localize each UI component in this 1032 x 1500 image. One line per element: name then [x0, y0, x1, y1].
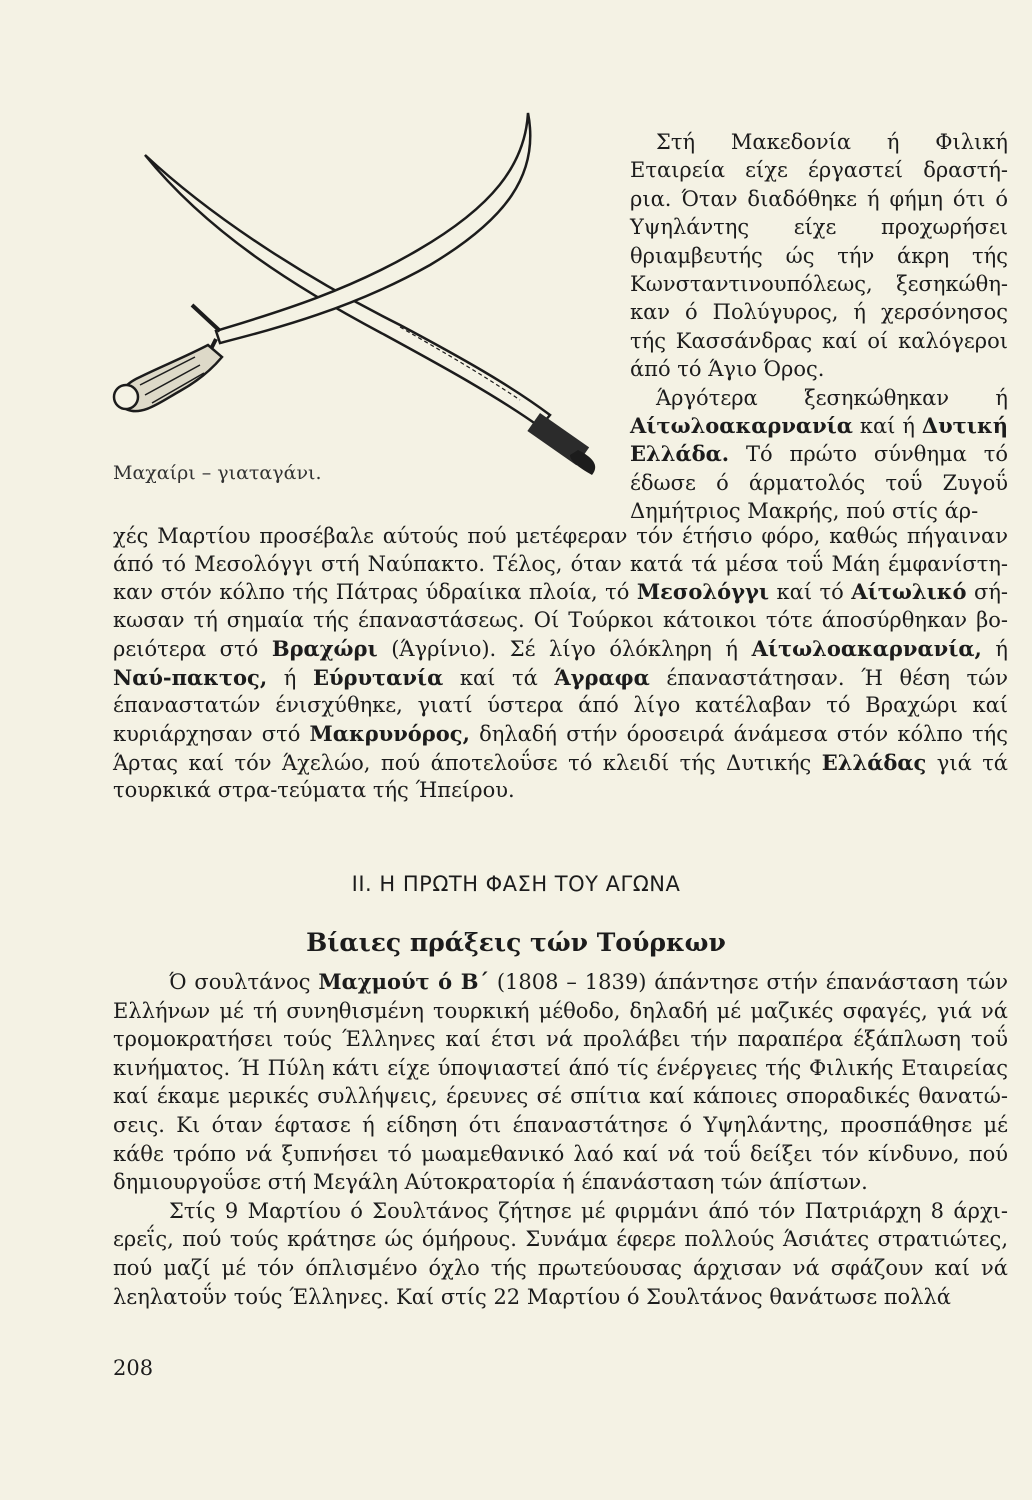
page-number: 208 [113, 1356, 154, 1380]
body-paragraph: χές Μαρτίου προσέβαλε αύτούς πού μετέφεραν τόν έτήσιο φόρο, καθώς πήγαιναν άπό τό Μεσολόγγι στή Ναύπακτο. Τέλος, όταν κατά τά μέσα τοΰ Μάη έμφανίστη-καν στόν κόλπο τής Πάτρας ύδραίικα πλοία, τό Μεσολόγγι καί τό Αίτωλικό σή-κωσαν τή σημαία τής έπαναστάσεως. Οί Τούρκοι κάτοικοι τότε άποσύρθηκαν βο-ρειότερα στό Βραχώρι (Άγρίνιο). Σέ λίγο όλόκληρη ή Αίτωλοακαρνανία, ή Ναύ-πακτος, ή Εύρυτανία καί τά Άγραφα έπαναστάτησαν. Ή θέση τών έπαναστατών ένισχύθηκε, γιατί ύστερα άπό λίγο κατέλαβαν τό Βραχώρι καί κυριάρχησαν στό Μακρυνόρος, δηλαδή στήν όροσειρά άνάμεσα στόν κόλπο τής Άρτας καί τόν Άχελώο, πού άποτελοΰσε τό κλειδί τής Δυτικής Ελλάδας γιά τά τουρκικά στρα-τεύματα τής Ήπείρου. [113, 524, 1008, 803]
side-text-column [630, 128, 1008, 526]
body-text [113, 523, 1008, 805]
section-body [113, 968, 1008, 1311]
side-paragraph: Στή Μακεδονία ή Φιλική Εταιρεία είχε έργαστεί δραστή-ρια. Όταν διαδόθηκε ή φήμη ότι ό Υψηλάντης είχε προχωρήσει θριαμβευτής ώς τήν άκρη τής Κωνσταντινουπόλεως, ξεσηκώθη-καν ό Πολύγυρος, ή χερσόνησος τής Κασσάνδρας καί οί καλόγεροι άπό τό Άγιο Όρος. [630, 130, 1008, 382]
section-paragraph: Στίς 9 Μαρτίου ό Σουλτάνος ζήτησε μέ φιρμάνι άπό τόν Πατριάρχη 8 άρχι-ερεΐς, πού τούς κράτησε ώς όμήρους. Συνάμα έφερε πολλούς Άσιάτες στρατιώτες, πού μαζί μέ τόν όπλισμένο όχλο τής πρωτεύουσας άρχισαν νά σφάζουν καί νά λεηλατοΰν τούς Έλληνες. Καί στίς 22 Μαρτίου ό Σουλτάνος θανάτωσε πολλά [113, 1198, 1008, 1309]
section-heading: II. Η ΠΡΩΤΗ ΦΑΣΗ ΤΟΥ ΑΓΩΝΑ [351, 872, 681, 896]
section-subheading: Βίαιες πράξεις τών Τούρκων [306, 928, 726, 957]
yatagan-knife-illustration [100, 95, 610, 495]
figure-caption: Μαχαίρι – γιαταγάνι. [113, 462, 322, 484]
section-paragraph: Ό σουλτάνος Μαχμούτ ό Β΄ (1808 – 1839) άπάντησε στήν έπανάσταση τών Ελλήνων μέ τή συνηθισμένη τουρκική μέθοδο, δηλαδή μέ μαζικές σφαγές, γιά νά τρομοκρατήσει τούς Έλληνες καί έτσι νά προλάβει τήν παραπέρα έξάπλωση τοΰ κινήματος. Ή Πύλη κάτι είχε ύποψιαστεί άπό τίς ένέργειες τής Φιλικής Εταιρείας καί έκαμε μερικές συλλήψεις, έρευνες σέ σπίτια καί κάποιες σποραδικές θανατώ-σεις. Κι όταν έφτασε ή είδηση ότι έπαναστάτησε ό Υψηλάντης, προσπάθησε μέ κάθε τρόπο νά ξυπνήσει τό μωαμεθανικό λαό καί νά τοΰ δείξει τόν κίνδυνο, πού δημιουργοΰσε στή Μεγάλη Αύτοκρατορία ή έπανάσταση τών άπίστων. [113, 969, 1008, 1195]
side-paragraph: Άργότερα ξεσηκώθηκαν ή Αίτωλοακαρνανία καί ή Δυτική Ελλάδα. Τό πρώτο σύνθημα τό έδωσε ό άρματολός τοΰ Ζυγοΰ Δημήτριος Μακρής, πού στίς άρ- [630, 385, 1008, 524]
